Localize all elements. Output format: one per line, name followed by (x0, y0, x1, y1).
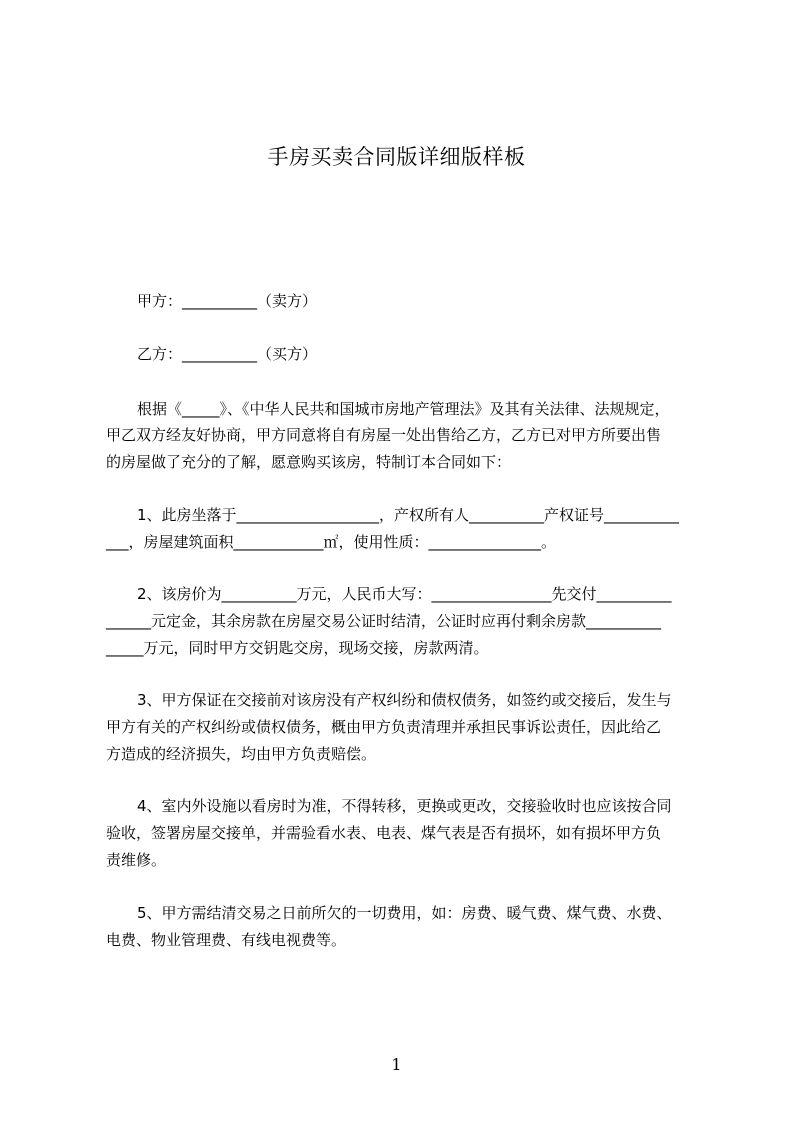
preamble-line-3: 的房屋做了充分的了解，愿意购买该房，特制订本合同如下： (106, 453, 512, 471)
clause-2-line-3: _____万元，同时甲方交钥匙交房，现场交接，房款两清。 (106, 639, 489, 657)
clause-5-line-2: 电费、物业管理费、有线电视费等。 (106, 931, 347, 949)
clause-3-line-1: 3、甲方保证在交接前对该房没有产权纠纷和债权债务，如签约或交接后，发生与 (137, 691, 672, 709)
clause-2-line-1: 2、该房价为__________万元，人民币大写：________________先交付__________ (137, 585, 672, 603)
clause-1-line-2: ___，房屋建筑面积____________㎡，使用性质：_______________。 (106, 533, 557, 551)
clause-3-line-3: 方造成的经济损失，均由甲方负责赔偿。 (106, 745, 377, 763)
clause-5-line-1: 5、甲方需结清交易之日前所欠的一切费用，如：房费、暖气费、煤气费、水费、 (137, 904, 672, 922)
preamble-line-2: 甲乙双方经友好协商，甲方同意将自有房屋一处出售给乙方，乙方已对甲方所要出售 (106, 426, 662, 444)
clause-4-line-2: 验收，签署房屋交接单，并需验看水表、电表、煤气表是否有损坏，如有损坏甲方负 (106, 824, 662, 842)
clause-4-line-3: 责维修。 (106, 851, 167, 869)
clause-4-line-1: 4、室内外设施以看房时为准，不得转移，更换或更改，交接验收时也应该按合同 (137, 797, 672, 815)
preamble-line-1: 根据《_____》、《中华人民共和国城市房地产管理法》及其有关法律、法规规定， (137, 400, 670, 418)
clause-3-line-2: 甲方有关的产权纠纷或债权债务，概由甲方负责清理并承担民事诉讼责任，因此给乙 (106, 718, 662, 736)
page-title: 手房买卖合同版详细版样板 (267, 145, 526, 169)
party-a-line: 甲方：__________（卖方） (137, 292, 318, 310)
party-b-line: 乙方：__________（买方） (137, 345, 318, 363)
page-number: 1 (391, 1055, 402, 1074)
clause-2-line-2: ______元定金，其余房款在房屋交易公证时结清，公证时应再付剩余房款__________ (106, 612, 662, 630)
clause-1-line-1: 1、此房坐落于___________________，产权所有人__________产权证号__________ (137, 506, 680, 524)
